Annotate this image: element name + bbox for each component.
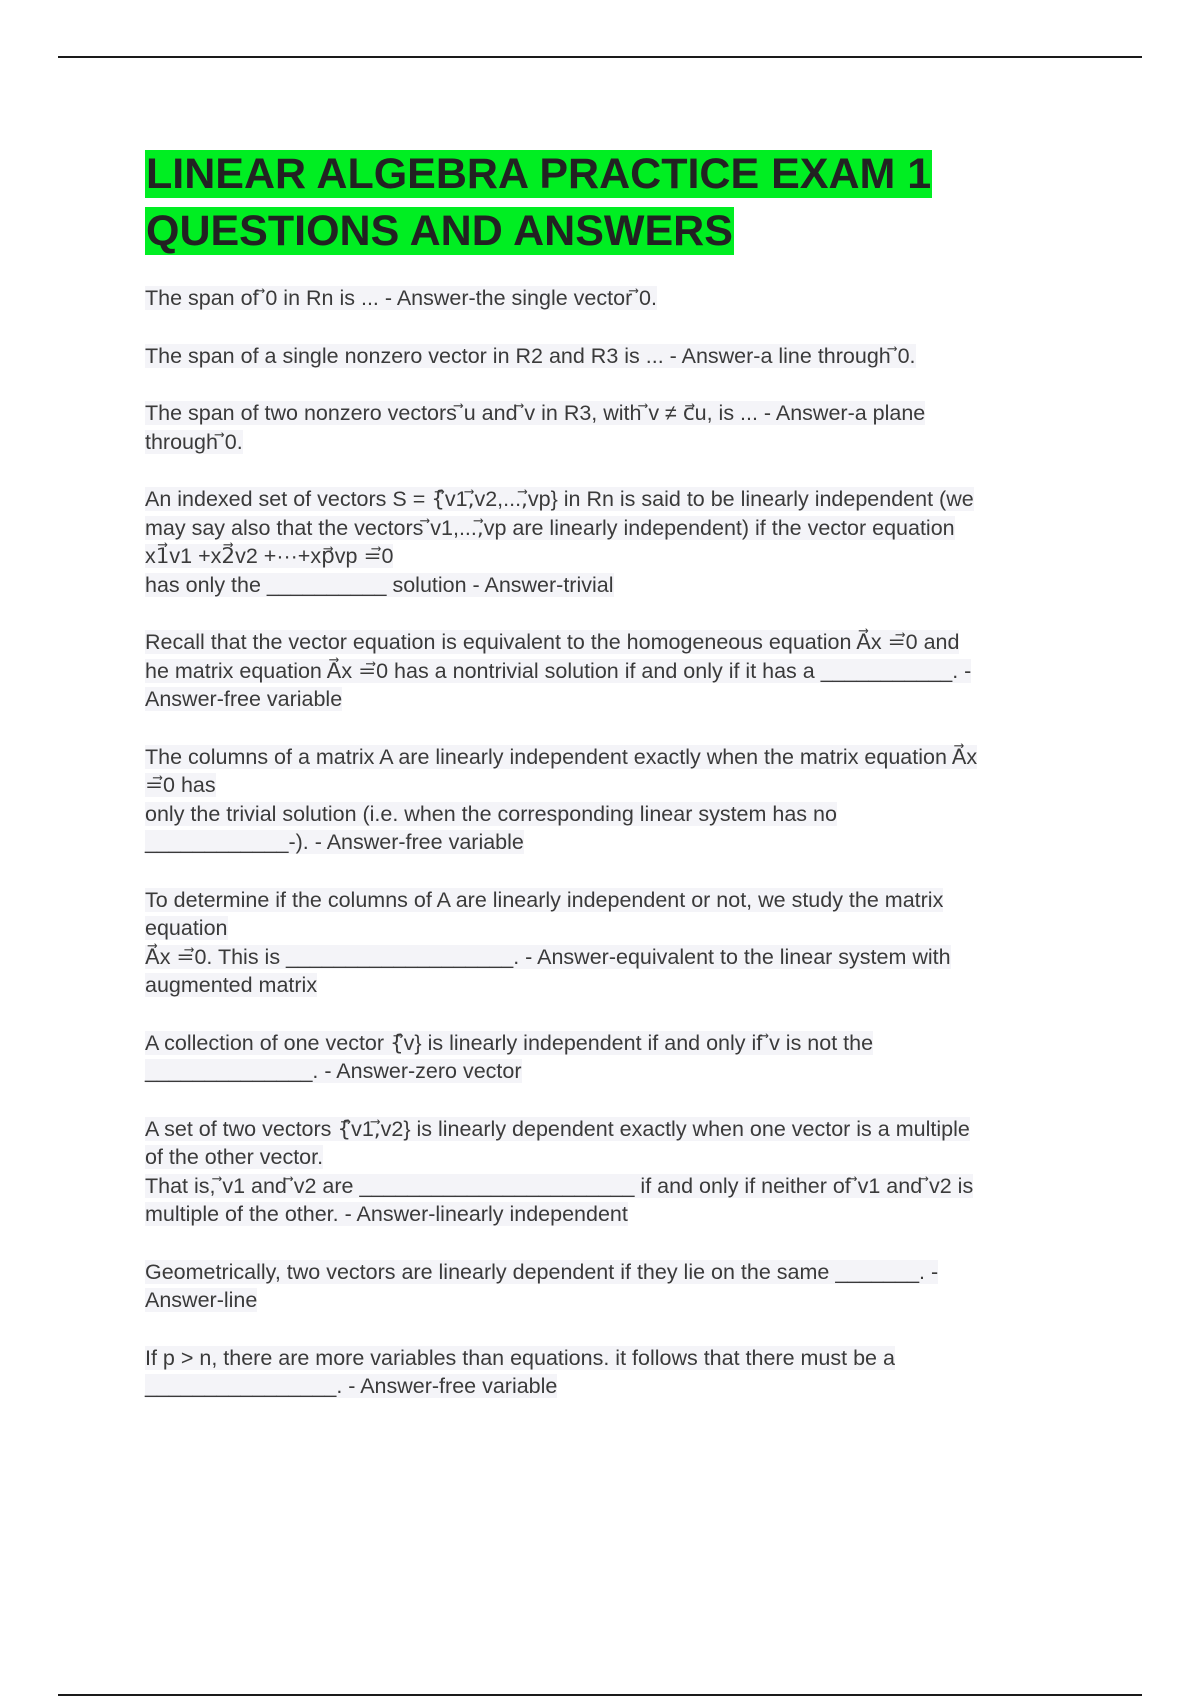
- qa-line-text: equation: [145, 916, 228, 940]
- qa-line: [145, 514, 1095, 543]
- qa-line: [145, 800, 1095, 829]
- qa-line-text: Answer-free variable: [145, 687, 343, 711]
- qa-line: [145, 971, 1095, 1000]
- qa-line-text: To determine if the columns of A are linearly independent or not, we study the matrix: [145, 887, 944, 912]
- qa-line-text: =⃗0 has: [145, 773, 216, 797]
- qa-line: [145, 1372, 1095, 1401]
- qa-line-text: That is, ⃗v1 and ⃗v2 are _______________________ if and only if neither of ⃗v1 and ⃗v2 is: [145, 1173, 974, 1198]
- qa-line-text: A collection of one vector {⃗v} is linearly independent if and only if ⃗v is not the: [145, 1030, 874, 1055]
- qa-item: [145, 886, 1095, 1000]
- qa-line: [145, 542, 1095, 571]
- qa-line: [145, 342, 1095, 371]
- qa-line: [145, 485, 1095, 514]
- qa-line: [145, 886, 1095, 915]
- qa-line: [145, 628, 1095, 657]
- qa-line: [145, 943, 1095, 972]
- qa-line: [145, 399, 1095, 428]
- qa-item: [145, 399, 1095, 456]
- bottom-divider: [58, 1694, 1142, 1696]
- qa-line: [145, 1258, 1095, 1287]
- qa-line-text: Answer-line: [145, 1288, 258, 1312]
- qa-line-text: An indexed set of vectors S = {⃗v1,⃗v2,...,⃗vp} in Rn is said to be linearly independent (we: [145, 487, 974, 511]
- qa-line: [145, 1143, 1095, 1172]
- top-divider: [58, 56, 1142, 58]
- qa-item: [145, 743, 1095, 857]
- qa-line-text: A set of two vectors {⃗v1,⃗v2} is linearly dependent exactly when one vector is a multiple: [145, 1116, 970, 1141]
- qa-item: [145, 1344, 1095, 1401]
- qa-line: [145, 685, 1095, 714]
- qa-line-text: Geometrically, two vectors are linearly dependent if they lie on the same _______. -: [145, 1259, 939, 1284]
- qa-item: [145, 628, 1095, 714]
- qa-line-text: Recall that the vector equation is equivalent to the homogeneous equation A⃗x =⃗0 and: [145, 630, 960, 654]
- qa-line-text: The span of ⃗0 in Rn is ... - Answer-the single vector ⃗0.: [145, 286, 657, 310]
- qa-line-text: If p > n, there are more variables than equations. it follows that there must be a: [145, 1345, 895, 1370]
- document-body: [145, 146, 1095, 1430]
- qa-item: [145, 342, 1095, 371]
- qa-line: [145, 657, 1095, 686]
- qa-item: [145, 284, 1095, 313]
- qa-line-text: through ⃗0.: [145, 429, 243, 454]
- qa-line-text: ____________-). - Answer-free variable: [145, 830, 524, 854]
- page-title: [145, 146, 1095, 260]
- qa-line: [145, 284, 1095, 313]
- title-line-1: LINEAR ALGEBRA PRACTICE EXAM 1: [146, 150, 932, 198]
- qa-line: [145, 743, 1095, 772]
- qa-line: [145, 1057, 1095, 1086]
- qa-line: [145, 1115, 1095, 1144]
- qa-line: [145, 1029, 1095, 1058]
- qa-line-text: he matrix equation A⃗x =⃗0 has a nontrivial solution if and only if it has a ___________. -: [145, 658, 972, 683]
- qa-line: [145, 828, 1095, 857]
- qa-line: [145, 1200, 1095, 1229]
- qa-item: [145, 1029, 1095, 1086]
- qa-line-text: A⃗x =⃗0. This is ___________________. - Answer-equivalent to the linear system with: [145, 944, 951, 969]
- qa-item: [145, 1115, 1095, 1229]
- qa-line: [145, 1344, 1095, 1373]
- qa-line: [145, 1172, 1095, 1201]
- qa-line-text: The span of two nonzero vectors ⃗u and ⃗v in R3, with ⃗v ≠ c⃗u, is ... - Answer-a plane: [145, 401, 926, 425]
- qa-line: [145, 428, 1095, 457]
- qa-line: [145, 1286, 1095, 1315]
- qa-list: [145, 284, 1095, 1401]
- qa-line: [145, 771, 1095, 800]
- qa-line-text: The columns of a matrix A are linearly independent exactly when the matrix equation A⃗x: [145, 744, 978, 769]
- qa-line-text: may say also that the vectors ⃗v1,...,⃗vp are linearly independent) if the vector equation: [145, 515, 955, 540]
- qa-line-text: multiple of the other. - Answer-linearly independent: [145, 1202, 628, 1226]
- qa-item: [145, 485, 1095, 599]
- qa-line: [145, 914, 1095, 943]
- qa-line-text: x1⃗v1 +x2⃗v2 +···+xp⃗vp =⃗0: [145, 544, 394, 568]
- qa-line-text: only the trivial solution (i.e. when the corresponding linear system has no: [145, 801, 837, 826]
- qa-line-text: ________________. - Answer-free variable: [145, 1374, 558, 1398]
- qa-line: [145, 571, 1095, 600]
- qa-line-text: ______________. - Answer-zero vector: [145, 1059, 522, 1083]
- qa-line-text: has only the __________ solution - Answer-trivial: [145, 572, 614, 597]
- qa-line-text: augmented matrix: [145, 973, 318, 997]
- title-line-2: QUESTIONS AND ANSWERS: [146, 207, 733, 255]
- qa-line-text: The span of a single nonzero vector in R2 and R3 is ... - Answer-a line through ⃗0.: [145, 343, 916, 368]
- qa-line-text: of the other vector.: [145, 1145, 324, 1169]
- qa-item: [145, 1258, 1095, 1315]
